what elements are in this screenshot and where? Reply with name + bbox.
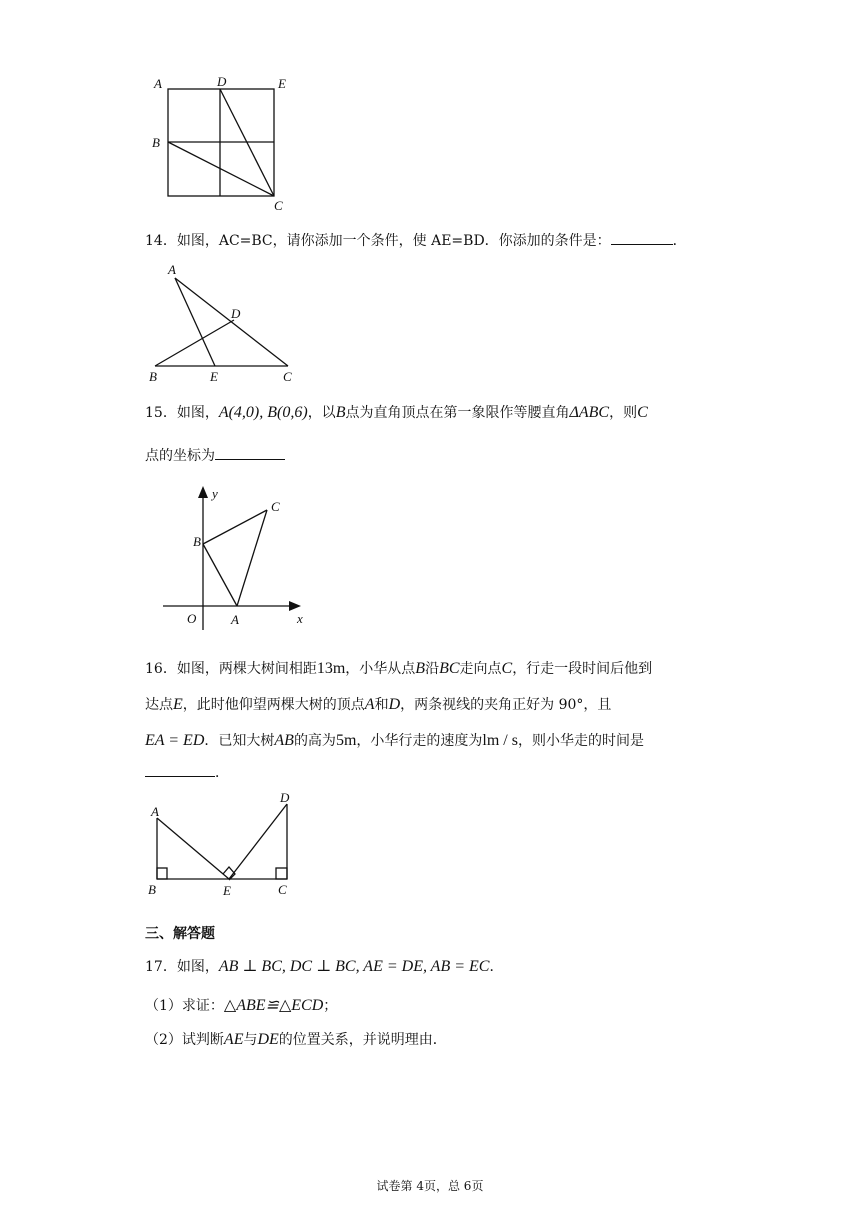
q16-pt-b: B — [415, 660, 426, 677]
q16-l1c: 沿 — [425, 661, 440, 677]
q16-eq: EA = ED — [145, 732, 205, 749]
q14-label-d: D — [231, 306, 241, 321]
q16-height: 5m — [335, 732, 357, 749]
q16-l3a: ．已知大树 — [204, 733, 275, 749]
q14-label-a: A — [168, 262, 176, 277]
q14-label-e: E — [210, 369, 218, 384]
q16-l1e: ，行走一段时间后他到 — [512, 661, 653, 677]
q15-label-a: A — [231, 612, 239, 627]
q16-label-d: D — [280, 790, 290, 805]
q15-point-c: C — [637, 404, 648, 421]
q15-line2 — [145, 445, 285, 466]
q16-l3c: ，小华行走的速度为 — [356, 733, 483, 749]
q15-label-o: O — [187, 611, 197, 626]
q14-figure — [140, 260, 310, 385]
q17-p1a: （1）求证： — [145, 998, 224, 1014]
q16-l2b: ，此时他仰望两棵大树的顶点 — [182, 697, 365, 713]
q16-label-b: B — [148, 882, 156, 897]
q16-line1 — [145, 659, 652, 679]
q17-p2a: （2）试判断 — [145, 1032, 224, 1048]
q17-p2d: DE — [257, 1031, 279, 1048]
q15-point-b: B — [335, 404, 346, 421]
q16-pt-a: A — [364, 696, 375, 713]
q16-pt-d: D — [388, 696, 401, 713]
q16-l2d: ，两条视线的夹角正好为 90°，且 — [400, 697, 612, 713]
q13-figure — [140, 72, 300, 217]
q15-label-c: C — [271, 499, 280, 514]
q16-label-c: C — [278, 882, 287, 897]
q16-line3 — [145, 731, 644, 751]
q13-label-e: E — [278, 76, 286, 91]
q16-number: 16． — [145, 661, 177, 677]
page-footer: 试卷第 4页，总 6页 — [376, 1179, 484, 1193]
q16-end: ． — [215, 765, 229, 781]
q16-pt-c: C — [501, 660, 513, 677]
q15-x-arrow — [289, 601, 301, 611]
q16-line4 — [145, 762, 229, 783]
q15-y-arrow — [198, 486, 208, 498]
q16-seg-bc: BC — [439, 660, 460, 677]
q16-l3d: ，则小华走的时间是 — [517, 733, 644, 749]
q15-intro: 如图， — [176, 405, 219, 421]
q16-l1d: 走向点 — [459, 661, 502, 677]
q17-conds: AB ⊥ BC, DC ⊥ BC, AE = DE, AB = EC — [218, 958, 490, 975]
q15-text1: ，以 — [307, 405, 336, 421]
q17-part2 — [145, 1030, 447, 1050]
q16-l2a: 达点 — [145, 697, 173, 713]
q13-label-c: C — [274, 198, 283, 213]
q17-number: 17． — [145, 959, 177, 975]
q17-line1 — [145, 957, 503, 977]
q16-figure — [140, 788, 310, 900]
q14-end: ． — [672, 233, 687, 249]
q15-text2: 点为直角顶点在第一象限作等腰直角 — [345, 405, 570, 421]
q16-label-e: E — [223, 883, 231, 898]
q16-pt-e: E — [173, 696, 183, 713]
q15-text3: ，则 — [609, 405, 638, 421]
q16-line2 — [145, 695, 611, 715]
q15-line1 — [145, 403, 648, 423]
q16-l3b: 的高为 — [293, 733, 336, 749]
q13-label-a: A — [154, 76, 162, 91]
q17-p2b: AE — [223, 1031, 244, 1048]
q13-label-d: D — [217, 74, 227, 89]
q15-label-x: x — [297, 611, 303, 626]
q15-line2-text: 点的坐标为 — [145, 448, 215, 464]
q14-label-c: C — [283, 369, 292, 384]
q17-p1b: △ABE≌△ECD — [223, 997, 324, 1014]
q15-triangle: ΔABC — [569, 404, 610, 421]
q16-speed: lm / s — [482, 732, 518, 749]
q14-text: 如图，AC=BC，请你添加一个条件，使 AE=BD．你添加的条件是： — [176, 233, 611, 249]
q14-label-b: B — [149, 369, 157, 384]
q17-end: ． — [489, 959, 504, 975]
q17-p1c: ； — [323, 998, 338, 1014]
q15-label-b: B — [193, 534, 201, 549]
q16-l1b: ，小华从点 — [345, 661, 416, 677]
q15-answer-blank[interactable] — [215, 445, 285, 460]
q15-number: 15． — [145, 405, 177, 421]
q14-answer-blank[interactable] — [611, 230, 673, 245]
q17-part1 — [145, 996, 337, 1016]
q16-seg-ab: AB — [274, 732, 294, 749]
q15-coords: A(4,0), B(0,6) — [218, 404, 308, 421]
q16-answer-blank[interactable] — [145, 762, 215, 777]
section3-title: 三、解答题 — [145, 926, 215, 942]
q13-label-b: B — [152, 135, 160, 150]
q17-p2c: 与 — [243, 1032, 258, 1048]
q15-figure — [155, 480, 320, 630]
q17-intro: 如图， — [176, 959, 219, 975]
q16-dist: 13m — [316, 660, 346, 677]
q16-l1a: 如图，两棵大树间相距 — [176, 661, 317, 677]
q15-label-y: y — [212, 486, 218, 501]
q17-p2e: 的位置关系，并说明理由． — [278, 1032, 447, 1048]
q16-label-a: A — [151, 804, 159, 819]
q16-l2c: 和 — [374, 697, 389, 713]
q14-question — [145, 230, 687, 251]
q14-number: 14． — [145, 233, 177, 249]
